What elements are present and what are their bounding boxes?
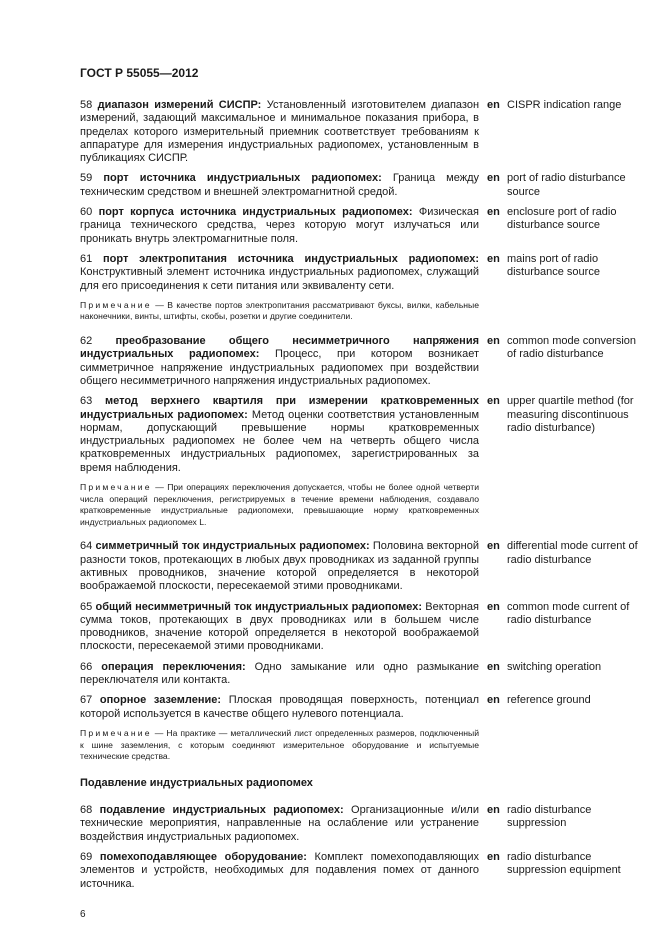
english-equivalent: switching operation xyxy=(507,660,602,673)
definition-text: Метод оценки соответствия установленным нормам, допускающий превышение нормы кратковременных индустриальных радиопомех не более чем на четверть общего числа кратковременных индустриальных радиопомех, зарегистрированных за время наблюдения. xyxy=(80,408,480,474)
definition-text: Граница между техническим средством и внешней электромагнитной средой. xyxy=(80,172,480,198)
term-entry xyxy=(80,804,640,844)
term-definition xyxy=(80,601,479,654)
note-label: Примечание xyxy=(80,727,152,738)
note-text: — На практике — металлический лист определенных размеров, подключенный к шине заземления, с которым соединяют измерительное оборудование и испытуемые технические средства. xyxy=(80,727,480,762)
term-name: операция переключения: xyxy=(101,660,246,673)
term-definition xyxy=(80,253,479,293)
term-definition xyxy=(80,804,479,844)
language-code: en xyxy=(487,335,500,348)
term-number: 63 xyxy=(80,395,93,408)
language-code: en xyxy=(487,395,500,408)
term-name: порт источника индустриальных радиопомех: xyxy=(103,172,382,185)
term-name: порт электропитания источника индустриальных радиопомех: xyxy=(103,252,479,265)
definition-text: Физическая граница технического средства, через которую могут излучаться или проникать внутрь электромагнитные поля. xyxy=(80,206,480,245)
term-number: 58 xyxy=(80,99,93,111)
note-label: Примечание xyxy=(80,482,152,493)
term-entry xyxy=(80,172,640,199)
term-name: диапазон измерений СИСПР: xyxy=(97,99,262,111)
term-name: преобразование общего несимметричного напряжения индустриальных радиопомех: xyxy=(80,335,479,361)
term-definition xyxy=(80,694,479,721)
language-code: en xyxy=(487,660,500,673)
term-entry xyxy=(80,206,640,246)
term-definition xyxy=(80,851,479,891)
note-text: — При операциях переключения допускается, чтобы не более одной четверти числа операций переключения, регистрируемых в течение времени наблюдения, создавало кратковременные индустриальные радиопомехи, превышающие норму кратковременных индустриальных радиопомех L. xyxy=(80,482,479,527)
language-code: en xyxy=(487,600,500,613)
term-number: 69 xyxy=(80,850,93,863)
definition-text: Одно замыкание или одно размыкание переключателя или контакта. xyxy=(80,660,479,687)
term-name: метод верхнего квартиля при измерении кратковременных индустриальных радиопомех: xyxy=(80,395,479,421)
definition-text: Комплект помехоподавляющих элементов и устройств, необходимых для подавления помех от данного источника. xyxy=(80,850,480,890)
english-equivalent: differential mode current of radio disturbance xyxy=(507,540,638,566)
term-number: 66 xyxy=(80,660,93,673)
english-equivalent: port of radio disturbance source xyxy=(507,172,626,198)
term-list xyxy=(80,99,640,920)
term-name: подавление индустриальных радиопомех: xyxy=(99,804,344,817)
language-code: en xyxy=(487,172,500,185)
english-equivalent: mains port of radio disturbance source xyxy=(507,252,600,279)
term-definition xyxy=(80,661,479,688)
term-name: порт корпуса источника индустриальных радиопомех: xyxy=(98,206,413,219)
definition-text: Половина векторной разности токов, протекающих в любых двух проводниках из заданной группы активных проводников, значение которой определяется в некоторой воображаемой плоскости, пересекаемой этими проводниками. xyxy=(80,540,479,593)
term-name: симметричный ток индустриальных радиопомех: xyxy=(95,540,370,553)
english-equivalent: CISPR indication range xyxy=(507,99,622,111)
document-header: ГОСТ Р 55055—2012 xyxy=(80,66,199,80)
definition-text: Организационные и/или технические мероприятия, направленные на ослабление или устранение воздействия индустриальных радиопомех. xyxy=(80,804,479,843)
term-number: 60 xyxy=(80,206,93,219)
term-definition xyxy=(80,395,479,475)
term-number: 68 xyxy=(80,804,93,817)
term-entry xyxy=(80,661,640,688)
english-equivalent: reference ground xyxy=(507,694,591,707)
term-entry xyxy=(80,851,640,891)
term-definition xyxy=(80,335,479,388)
language-code: en xyxy=(487,540,500,553)
term-definition xyxy=(80,206,479,246)
english-equivalent: radio disturbance suppression xyxy=(507,804,592,830)
note-text: — В качестве портов электропитания рассматривают буксы, вилки, кабельные наконечники, винты, штифты, скобы, розетки и другие соединители. xyxy=(80,299,479,322)
term-definition xyxy=(80,540,479,593)
language-code: en xyxy=(487,694,500,707)
term-entry xyxy=(80,540,640,593)
language-code: en xyxy=(487,804,500,817)
english-equivalent: enclosure port of radio disturbance source xyxy=(507,206,617,232)
language-code: en xyxy=(487,850,500,863)
term-entry xyxy=(80,253,640,293)
definition-text: Конструктивный элемент источника индустриальных радиопомех, служащий для его присоединения к сети питания или эквиваленту сети. xyxy=(80,266,479,292)
term-number: 59 xyxy=(80,172,93,185)
term-number: 64 xyxy=(80,540,93,553)
term-entry xyxy=(80,395,640,475)
term-definition xyxy=(80,99,479,165)
english-equivalent: common mode current of radio disturbance xyxy=(507,600,630,626)
definition-text: Процесс, при котором возникает симметричное напряжение индустриальных радиопомех при воздействии общего несимметричного напряжения индустриальных радиопомех. xyxy=(80,348,480,387)
english-equivalent: upper quartile method (for measuring discontinuous radio disturbance) xyxy=(507,395,634,434)
definition-text: Векторная сумма токов, протекающих в двух проводниках или в большем числе проводников, значение которой определяется в некоторой воображаемой плоскости, пересекаемой этими проводниками. xyxy=(80,600,479,653)
term-entry xyxy=(80,694,640,721)
language-code: en xyxy=(487,206,500,219)
definition-text: Установленный изготовителем диапазон измерений, задающий максимальное и минимальное показания прибора, в пределах которого измерительный приемник соответствует требованиям к аппаратуре для измерения индустриальных радиопомех, установленным в публикациях СИСПР. xyxy=(80,99,480,165)
term-name: опорное заземление: xyxy=(99,694,222,707)
term-entry xyxy=(80,99,640,165)
term-entry xyxy=(80,601,640,654)
definition-text: Плоская проводящая поверхность, потенциал которой используется в качестве общего нулевого потенциала. xyxy=(80,694,480,720)
section-heading: Подавление индустриальных радиопомех xyxy=(80,776,313,789)
english-equivalent: common mode conversion of radio disturbance xyxy=(507,335,637,361)
note-label: Примечание xyxy=(80,299,152,310)
english-equivalent: radio disturbance suppression equipment xyxy=(507,850,621,877)
term-number: 65 xyxy=(80,600,93,613)
note xyxy=(80,728,479,763)
page-number: 6 xyxy=(80,908,86,920)
term-number: 67 xyxy=(80,694,93,707)
term-number: 62 xyxy=(80,335,93,348)
language-code: en xyxy=(487,252,500,265)
term-definition xyxy=(80,172,479,199)
note xyxy=(80,300,479,323)
term-number: 61 xyxy=(80,252,93,265)
term-name: общий несимметричный ток индустриальных радиопомех: xyxy=(95,600,423,613)
language-code: en xyxy=(487,99,500,111)
note xyxy=(80,482,479,528)
term-name: помехоподавляющее оборудование: xyxy=(99,850,307,863)
term-entry xyxy=(80,335,640,388)
